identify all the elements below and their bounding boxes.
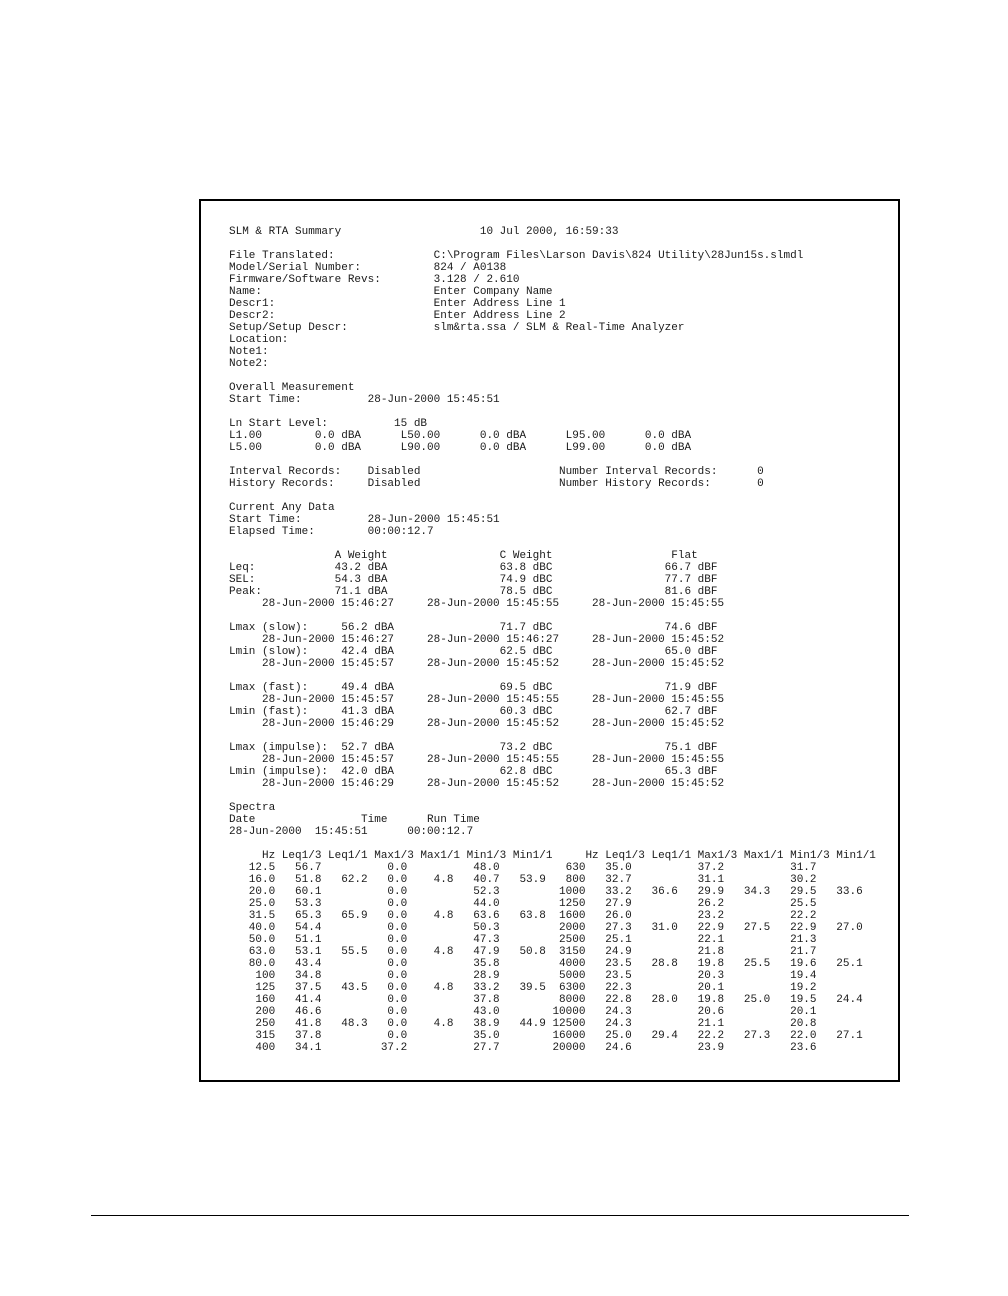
report-line: SEL: 54.3 dBA 74.9 dBC 77.7 dBF bbox=[229, 574, 718, 586]
report-line: Ln Start Level: 15 dB bbox=[229, 418, 428, 430]
report-line: 28-Jun-2000 15:46:29 28-Jun-2000 15:45:52 28-Jun-2000 15:45:52 bbox=[229, 718, 725, 730]
report-printout bbox=[199, 199, 900, 1082]
report-line: 50.0 51.1 0.0 47.3 2500 25.1 22.1 21.3 bbox=[229, 934, 817, 946]
report-line: A Weight C Weight Flat bbox=[229, 550, 698, 562]
report-line: L5.00 0.0 dBA L90.00 0.0 dBA L99.00 0.0 dBA bbox=[229, 442, 692, 454]
report-line: Peak: 71.1 dBA 78.5 dBC 81.6 dBF bbox=[229, 586, 718, 598]
report-line: 12.5 56.7 0.0 48.0 630 35.0 37.2 31.7 bbox=[229, 862, 817, 874]
report-line: File Translated: C:\Program Files\Larson Davis\824 Utility\28Jun15s.slmdl bbox=[229, 250, 804, 262]
report-line: 250 41.8 48.3 0.0 4.8 38.9 44.9 12500 24.3 21.1 20.8 bbox=[229, 1018, 817, 1030]
report-line: Current Any Data bbox=[229, 502, 335, 514]
report-line: Note1: bbox=[229, 346, 269, 358]
report-line: Date Time Run Time bbox=[229, 814, 480, 826]
report-line: Note2: bbox=[229, 358, 269, 370]
report-line: Firmware/Software Revs: 3.128 / 2.610 bbox=[229, 274, 520, 286]
report-line: 31.5 65.3 65.9 0.0 4.8 63.6 63.8 1600 26.0 23.2 22.2 bbox=[229, 910, 817, 922]
report-line: Spectra bbox=[229, 802, 276, 814]
report-line: Lmin (fast): 41.3 dBA 60.3 dBC 62.7 dBF bbox=[229, 706, 718, 718]
report-line: Leq: 43.2 dBA 63.8 dBC 66.7 dBF bbox=[229, 562, 718, 574]
report-line: 28-Jun-2000 15:45:57 28-Jun-2000 15:45:55 28-Jun-2000 15:45:55 bbox=[229, 694, 725, 706]
report-line: 28-Jun-2000 15:46:27 28-Jun-2000 15:46:27 28-Jun-2000 15:45:52 bbox=[229, 634, 725, 646]
report-line: 28-Jun-2000 15:45:51 00:00:12.7 bbox=[229, 826, 474, 838]
report-line: L1.00 0.0 dBA L50.00 0.0 dBA L95.00 0.0 dBA bbox=[229, 430, 692, 442]
report-line: 28-Jun-2000 15:46:29 28-Jun-2000 15:45:52 28-Jun-2000 15:45:52 bbox=[229, 778, 725, 790]
report-line: Lmax (impulse): 52.7 dBA 73.2 dBC 75.1 dBF bbox=[229, 742, 718, 754]
report-line: Lmax (fast): 49.4 dBA 69.5 dBC 71.9 dBF bbox=[229, 682, 718, 694]
report-line: 28-Jun-2000 15:45:57 28-Jun-2000 15:45:52 28-Jun-2000 15:45:52 bbox=[229, 658, 725, 670]
report-line: Descr2: Enter Address Line 2 bbox=[229, 310, 566, 322]
report-line: Overall Measurement bbox=[229, 382, 355, 394]
report-line: Lmin (impulse): 42.0 dBA 62.8 dBC 65.3 dBF bbox=[229, 766, 718, 778]
report-line: Location: bbox=[229, 334, 289, 346]
report-line: 400 34.1 37.2 27.7 20000 24.6 23.9 23.6 bbox=[229, 1042, 817, 1054]
report-line: 25.0 53.3 0.0 44.0 1250 27.9 26.2 25.5 bbox=[229, 898, 817, 910]
report-line: Interval Records: Disabled Number Interval Records: 0 bbox=[229, 466, 764, 478]
report-line: Start Time: 28-Jun-2000 15:45:51 bbox=[229, 394, 500, 406]
report-line: Setup/Setup Descr: slm&rta.ssa / SLM & Real-Time Analyzer bbox=[229, 322, 685, 334]
report-line: Elapsed Time: 00:00:12.7 bbox=[229, 526, 434, 538]
report-line: 200 46.6 0.0 43.0 10000 24.3 20.6 20.1 bbox=[229, 1006, 817, 1018]
report-line: 20.0 60.1 0.0 52.3 1000 33.2 36.6 29.9 34.3 29.5 33.6 bbox=[229, 886, 863, 898]
report-line: Lmax (slow): 56.2 dBA 71.7 dBC 74.6 dBF bbox=[229, 622, 718, 634]
report-line: Descr1: Enter Address Line 1 bbox=[229, 298, 566, 310]
report-line: Lmin (slow): 42.4 dBA 62.5 dBC 65.0 dBF bbox=[229, 646, 718, 658]
report-line: History Records: Disabled Number History Records: 0 bbox=[229, 478, 764, 490]
report-line: Start Time: 28-Jun-2000 15:45:51 bbox=[229, 514, 500, 526]
report-line: 16.0 51.8 62.2 0.0 4.8 40.7 53.9 800 32.7 31.1 30.2 bbox=[229, 874, 817, 886]
report-line: 28-Jun-2000 15:45:57 28-Jun-2000 15:45:55 28-Jun-2000 15:45:55 bbox=[229, 754, 725, 766]
report-line: Name: Enter Company Name bbox=[229, 286, 553, 298]
report-line: SLM & RTA Summary 10 Jul 2000, 16:59:33 bbox=[229, 226, 619, 238]
report-line: 28-Jun-2000 15:46:27 28-Jun-2000 15:45:55 28-Jun-2000 15:45:55 bbox=[229, 598, 725, 610]
report-line: 160 41.4 0.0 37.8 8000 22.8 28.0 19.8 25.0 19.5 24.4 bbox=[229, 994, 863, 1006]
footer-rule bbox=[91, 1215, 909, 1216]
report-line: Model/Serial Number: 824 / A0138 bbox=[229, 262, 507, 274]
report-line: 125 37.5 43.5 0.0 4.8 33.2 39.5 6300 22.3 20.1 19.2 bbox=[229, 982, 817, 994]
report-line: 100 34.8 0.0 28.9 5000 23.5 20.3 19.4 bbox=[229, 970, 817, 982]
report-line: 40.0 54.4 0.0 50.3 2000 27.3 31.0 22.9 27.5 22.9 27.0 bbox=[229, 922, 863, 934]
report-line: 63.0 53.1 55.5 0.0 4.8 47.9 50.8 3150 24.9 21.8 21.7 bbox=[229, 946, 817, 958]
report-line: 315 37.8 0.0 35.0 16000 25.0 29.4 22.2 27.3 22.0 27.1 bbox=[229, 1030, 863, 1042]
report-line: Hz Leq1/3 Leq1/1 Max1/3 Max1/1 Min1/3 Min1/1 Hz Leq1/3 Leq1/1 Max1/3 Max1/1 Min1/3 Min1/1 bbox=[229, 850, 876, 862]
report-line: 80.0 43.4 0.0 35.8 4000 23.5 28.8 19.8 25.5 19.6 25.1 bbox=[229, 958, 863, 970]
